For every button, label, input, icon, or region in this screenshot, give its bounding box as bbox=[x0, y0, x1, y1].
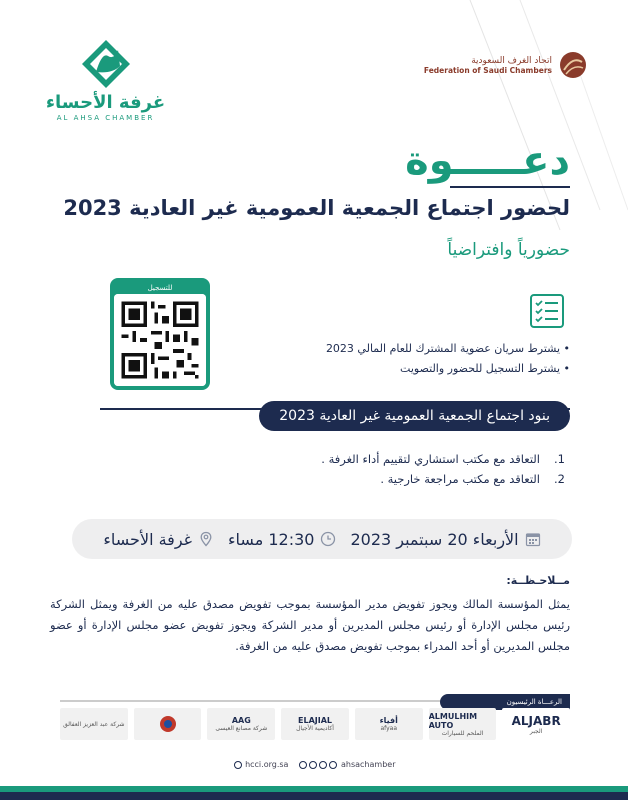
event-info-bar bbox=[72, 519, 572, 559]
agenda-title: بنود اجتماع الجمعية العمومية غير العادية 2023 bbox=[259, 401, 570, 431]
right-logo-arabic: اتحاد الغرف السعودية bbox=[471, 55, 552, 66]
sponsor-name: أفياء bbox=[379, 716, 398, 725]
registration-qr-card[interactable] bbox=[110, 278, 210, 390]
sponsor-logo-6 bbox=[134, 708, 202, 740]
invitation-heading: دعـــــوة bbox=[405, 138, 570, 184]
agenda-item bbox=[150, 452, 570, 466]
calendar-icon bbox=[525, 531, 541, 547]
x-icon bbox=[299, 761, 307, 769]
agenda-item-number: 1. bbox=[554, 452, 565, 466]
event-time bbox=[228, 530, 336, 549]
agenda-item-number: 2. bbox=[554, 472, 565, 486]
sponsor-logo-2 bbox=[429, 708, 497, 740]
linkedin-icon bbox=[329, 761, 337, 769]
sponsor-logo-4 bbox=[281, 708, 349, 740]
footer-contacts bbox=[0, 760, 628, 769]
sponsor-logo-5 bbox=[207, 708, 275, 740]
instagram-icon bbox=[309, 761, 317, 769]
event-location-text: غرفة الأحساء bbox=[103, 529, 193, 549]
sponsor-logo-7 bbox=[60, 708, 128, 740]
sponsor-sub: الجبر bbox=[529, 727, 543, 735]
federation-globe-icon bbox=[558, 50, 588, 80]
agenda-item bbox=[150, 472, 570, 486]
agenda-item-text: التعاقد مع مكتب مراجعة خارجية . bbox=[380, 472, 540, 486]
sponsor-name: ELAJIAL bbox=[298, 716, 333, 725]
sponsor-sub: أكاديمية الأجيال bbox=[296, 725, 334, 732]
attendance-mode: حضورياً وافتراضياً bbox=[447, 240, 570, 260]
footer-social[interactable] bbox=[298, 760, 395, 769]
sponsor-name: ALJABR bbox=[511, 713, 561, 728]
footer-website[interactable] bbox=[233, 760, 289, 769]
chamber-emblem-icon bbox=[78, 38, 134, 90]
sponsor-logo-3 bbox=[355, 708, 423, 740]
left-logo-arabic: غرفة الأحساء bbox=[45, 92, 166, 113]
globe-icon bbox=[234, 761, 242, 769]
sponsor-logo-1 bbox=[502, 708, 570, 740]
youtube-icon bbox=[319, 761, 327, 769]
qr-label: للتسجيل bbox=[147, 284, 173, 292]
gear-emblem-icon bbox=[158, 714, 178, 734]
clock-icon bbox=[320, 531, 336, 547]
sponsor-logos bbox=[60, 708, 570, 740]
sponsor-sub: afyaa bbox=[380, 725, 398, 732]
event-time-text: 12:30 مساء bbox=[228, 529, 315, 549]
al-ahsa-chamber-logo bbox=[38, 38, 173, 122]
note-body: يمثل المؤسسة المالك ويجوز تفويض مدير المؤسسة بموجب تفويض مصدق عليه من الغرفة ويمثل الشركة رئيس مجلس الإدارة أو رئيس مجلس المديرين أو مدير الشركة ويجوز تفويض عضو مجلس الإدارة أو عضو مجلس المديرين أو أحد المدراء بموجب تفويض مصدق عليه من الغرفة. bbox=[50, 597, 570, 653]
sponsors-label: الرعـــاة الرئيسيون bbox=[440, 694, 570, 710]
note-heading: مــلاحـظــة: bbox=[506, 574, 570, 587]
agenda-item-text: التعاقد مع مكتب استشاري لتقييم أداء الغرفة . bbox=[321, 452, 540, 466]
sponsor-name: AAG bbox=[231, 716, 251, 725]
location-pin-icon bbox=[198, 531, 214, 547]
event-date-text: الأربعاء 20 سبتمبر 2023 bbox=[350, 529, 519, 549]
heading-underline bbox=[450, 186, 570, 188]
sponsor-sub: شركة عبد العزيز العفالق bbox=[63, 720, 125, 728]
footer-website-text: hcci.org.sa bbox=[245, 760, 289, 769]
left-logo-english: AL AHSA CHAMBER bbox=[56, 114, 155, 122]
footer-handle-text: ahsachamber bbox=[340, 760, 396, 769]
condition-registration: • يشترط التسجيل للحضور والتصويت bbox=[400, 362, 570, 375]
qr-code-icon[interactable] bbox=[114, 294, 206, 386]
event-location bbox=[103, 530, 214, 549]
sponsor-sub: الملحم للسيارات bbox=[441, 729, 484, 737]
meeting-subtitle: لحضور اجتماع الجمعية العمومية غير العادية 2023 bbox=[63, 196, 570, 220]
event-date bbox=[350, 530, 540, 549]
footer-stripe-navy bbox=[0, 792, 628, 800]
sponsor-name: ALMULHIM AUTO bbox=[428, 711, 478, 730]
condition-membership: • يشترط سريان عضوية المشترك للعام المالي 2023 bbox=[325, 342, 570, 355]
checklist-icon bbox=[529, 293, 565, 329]
right-logo-english: Federation of Saudi Chambers bbox=[423, 65, 552, 75]
sponsor-sub: شركة مصانع العيسى bbox=[215, 725, 268, 732]
federation-logo bbox=[424, 50, 588, 80]
